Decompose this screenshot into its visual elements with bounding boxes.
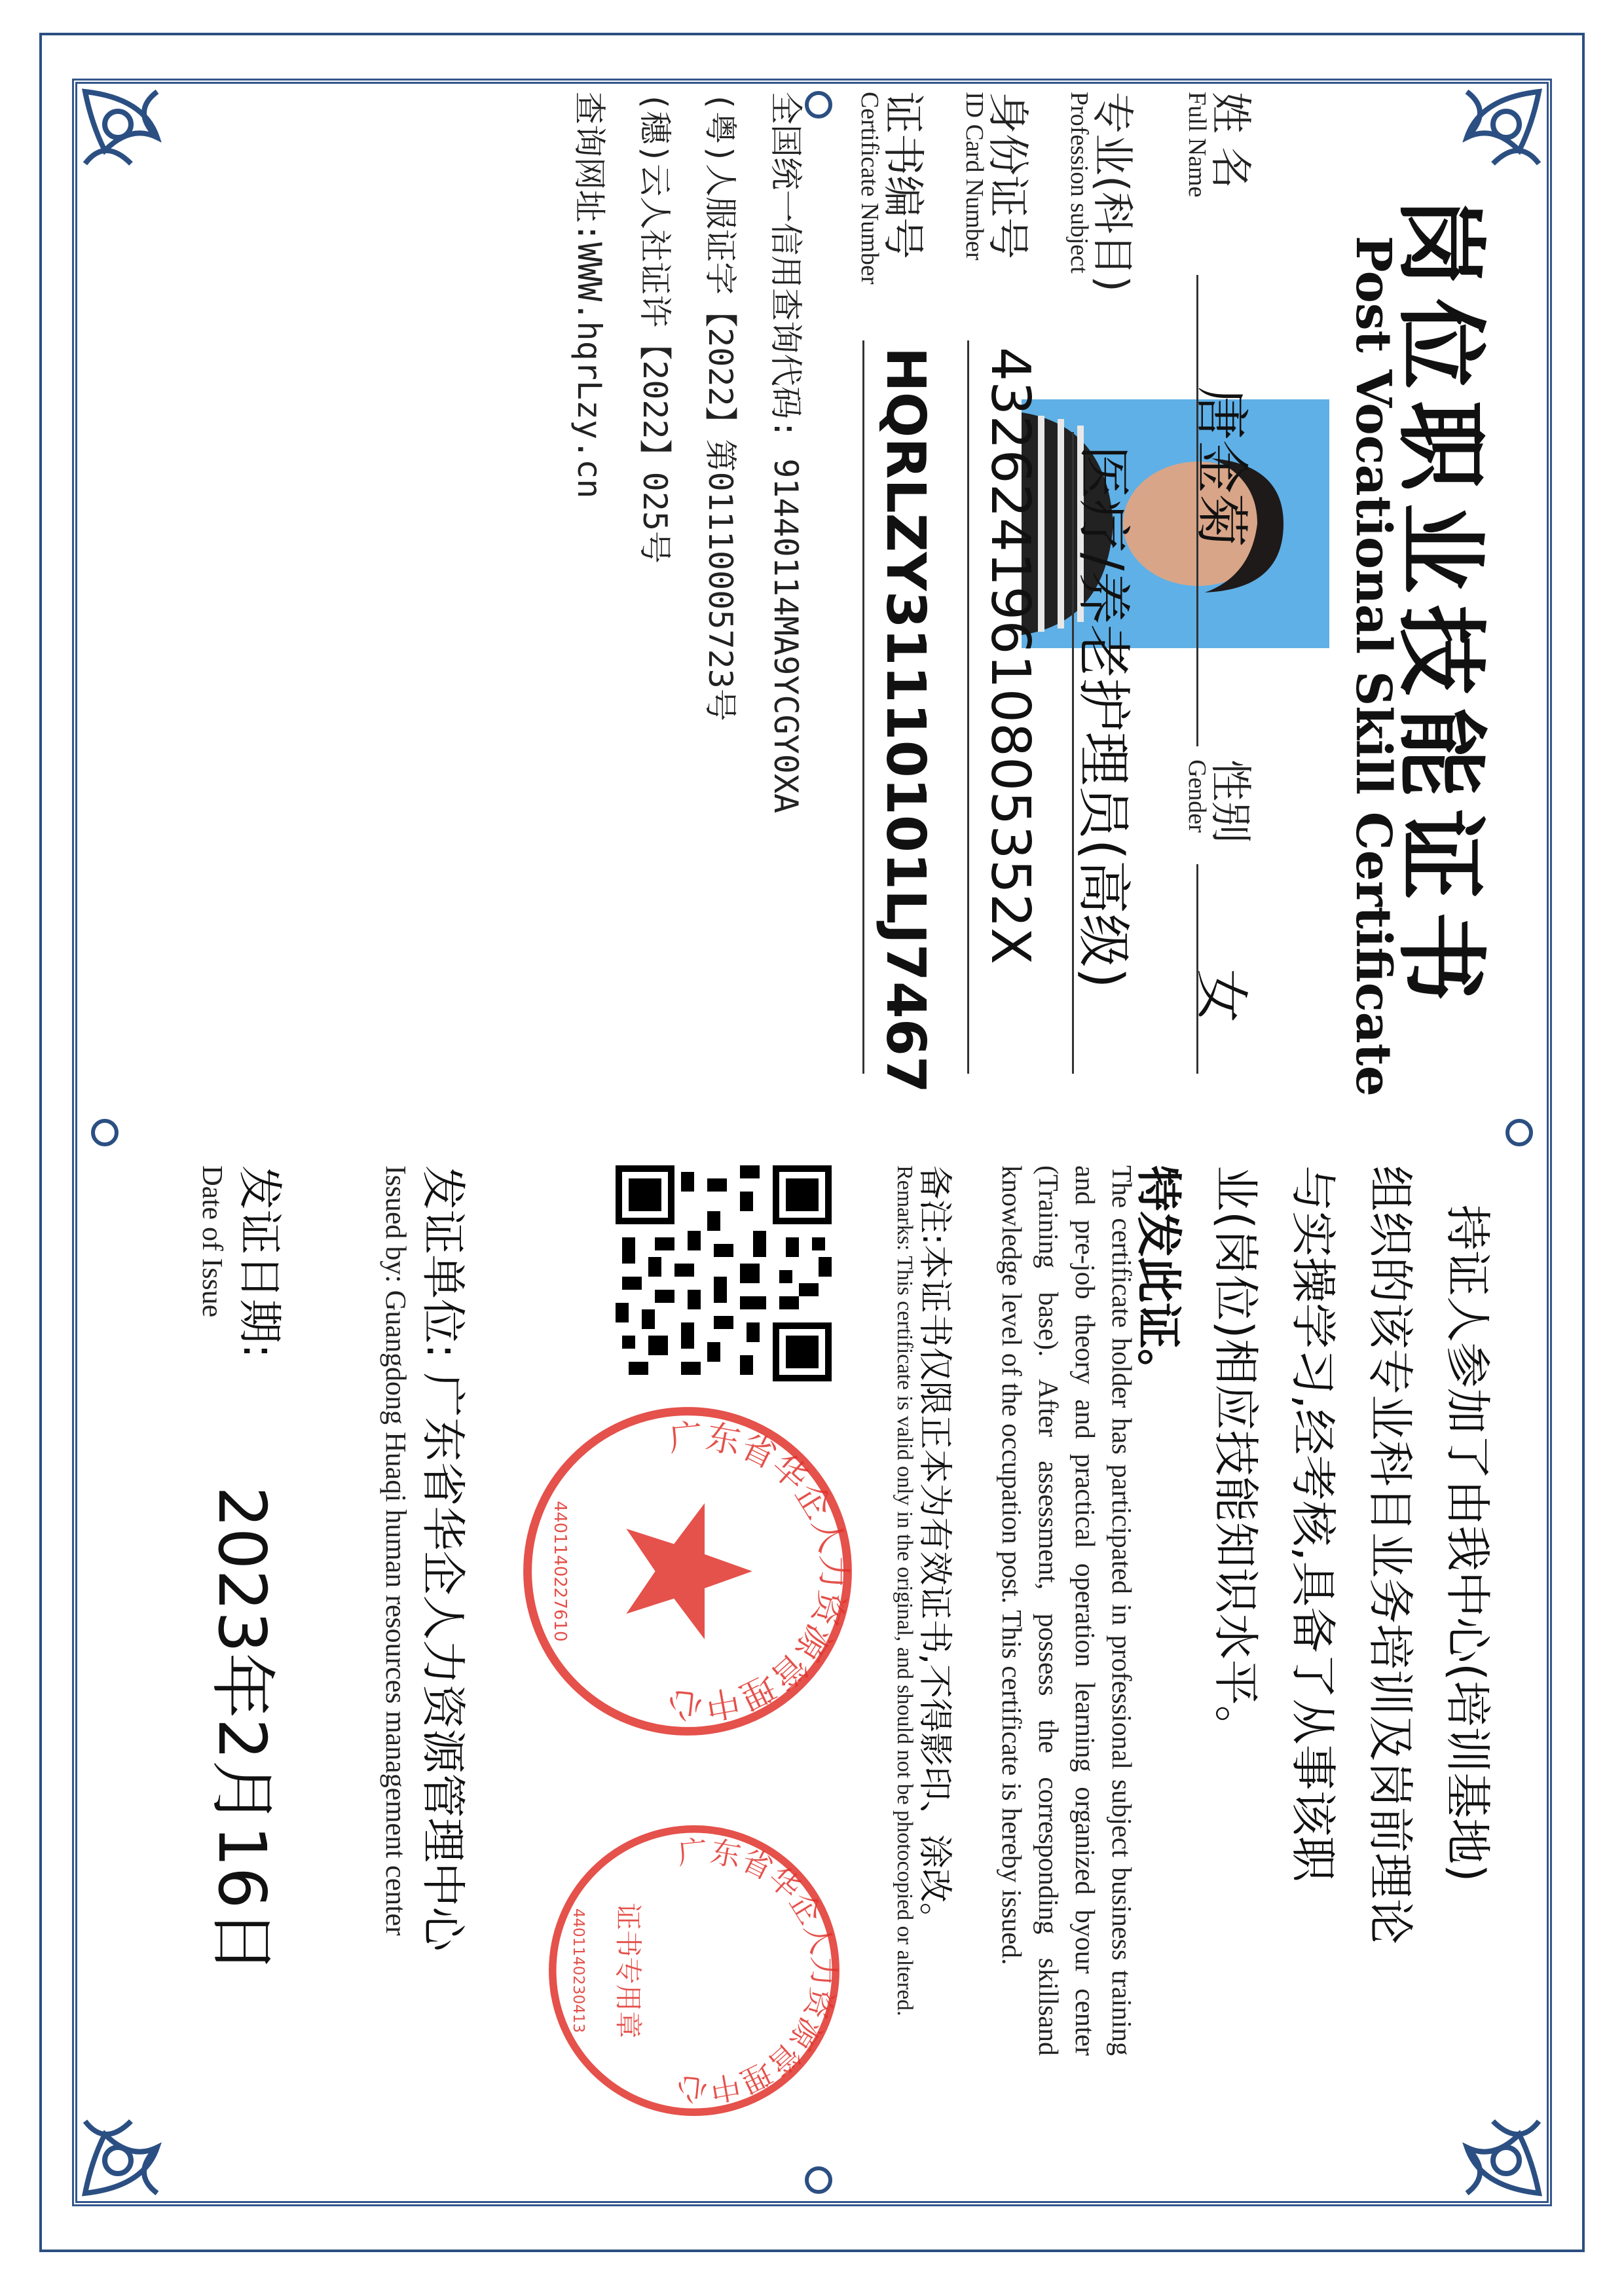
name-label-english: Full Name (1183, 92, 1211, 198)
cert-number-label-english: Certificate Number (856, 92, 883, 285)
license-line-1: (粤)人服证字【2022】第01110005723号 (701, 92, 739, 721)
qr-code[interactable] (616, 1165, 832, 1381)
statement-line-5: 特发此证。 (1132, 1165, 1185, 1394)
statement-line-2: 组织的该专业科目业务培训及岗前理论 (1363, 1165, 1417, 1944)
seal2-text: 广东省华企人力资源管理中心 (675, 1833, 841, 2108)
id-label: 身份证号 (983, 92, 1031, 259)
remarks: 备注:本证书仅限正本为有效证书,不得影印、涂改。 (915, 1165, 954, 1937)
statement-line-1: 持证人参加了由我中心(培训基地) (1441, 1205, 1494, 1882)
profession-value: 医疗/养老护理员(高级) (1072, 445, 1134, 989)
statement-english: The certificate holder has participated in professional subject business training and pre-job theory and practical operation learning organized byour center (Training base). After assessment, possess the corresponding skillsand knowledge level of the occupation post. This certificate is hereby issued. (996, 1165, 1136, 2056)
issuer-value-english: Guangdong Huaqi human resources management center (380, 1290, 412, 1936)
profession-label-english: Profession subject (1065, 92, 1093, 274)
certificate-title-english: Post Vocational Skill Certificate (1345, 236, 1401, 1097)
id-underline (967, 340, 969, 1074)
gender-underline (1196, 864, 1198, 1074)
name-underline (1196, 275, 1198, 746)
issue-date-label: 发证日期: (233, 1165, 285, 1358)
license-line-2: (穗)云人社证许【2022】025号 (636, 92, 674, 564)
statement-line-4: 业(岗位)相应技能知识水平。 (1209, 1165, 1263, 1751)
certificate-seal (544, 1820, 845, 2121)
query-url-line: 查询网址:WWW.hqrLzy.cn (570, 92, 608, 499)
cert-number-label: 证书编号 (878, 92, 927, 259)
name-label: 姓 名 (1206, 92, 1254, 189)
name-value: 唐金菊 (1190, 386, 1252, 548)
gender-label-english: Gender (1183, 759, 1211, 833)
certificate-body (85, 92, 1526, 2187)
issuer-label-english: Issued by: (380, 1165, 412, 1283)
gender-label: 性别 (1206, 759, 1254, 843)
issuer (415, 1165, 478, 1952)
seal2-number: 4401140230413 (570, 1908, 587, 2033)
official-seal (517, 1401, 858, 1741)
cert-number-value: HQRLZY31110101LJ7467 (874, 347, 936, 1093)
profession-underline (1072, 432, 1074, 1074)
certificate-title: 岗位职业技能证书 (1388, 196, 1494, 1014)
gender-value: 女 (1190, 969, 1252, 1023)
issuer-label: 发证单位: (416, 1165, 468, 1358)
id-label-english: ID Card Number (961, 92, 988, 261)
holder-photo (1022, 399, 1329, 648)
seal-text: 广东省华企人力资源管理中心 (666, 1417, 853, 1726)
issue-date-label-english: Date of Issue (196, 1165, 229, 1318)
seal-number: 4401140227610 (550, 1501, 570, 1642)
credit-code-line: 全国统一信用查询代码: 91440114MA9YCGY0XA (767, 92, 805, 814)
profession-label: 专业(科目) (1088, 92, 1136, 292)
remarks-english: Remarks: This certificate is valid only in the original, and should not be photocopied or altered. (893, 1165, 917, 2016)
svg-text:广东省华企人力资源管理中心 (674, 1833, 841, 2108)
id-value: 43262419610805352X (979, 347, 1041, 965)
seal2-subtext: 证书专用章 (612, 1903, 644, 2039)
issuer-value: 广东省华企人力资源管理中心 (416, 1372, 468, 1952)
cert-number-underline (862, 340, 864, 1074)
issue-date-value: 2023年2月16日 (204, 1486, 280, 1975)
statement-line-3: 与实操学习,经考核,具备了从事该职 (1286, 1165, 1340, 1882)
issuer-english (379, 1165, 413, 1936)
